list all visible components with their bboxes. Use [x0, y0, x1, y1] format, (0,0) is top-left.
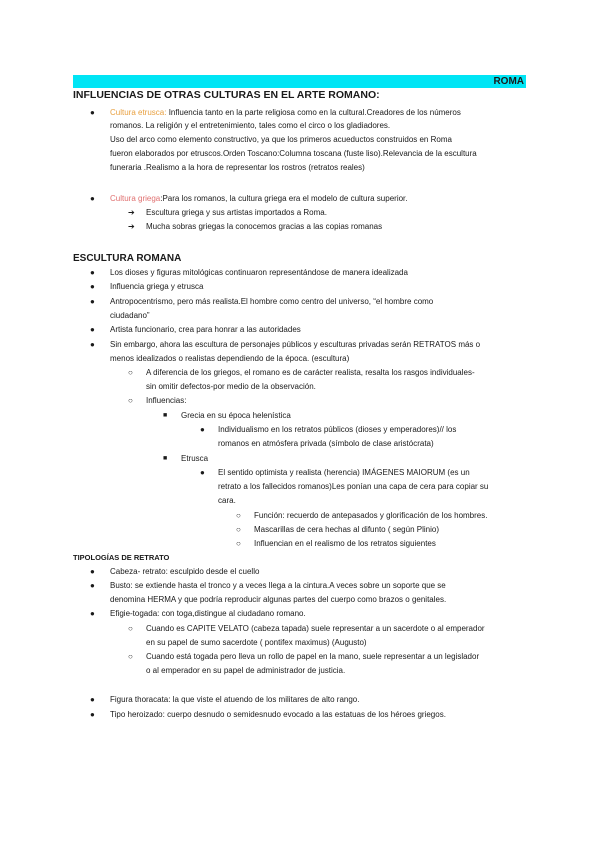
- escultura-b3a: Antropocentrismo, pero más realista.El hombre como centro del universo, “el hombre como: [110, 297, 434, 306]
- escultura-e3: Influencian en el realismo de los retratos siguientes: [254, 539, 436, 548]
- section-title-tipologias: TIPOLOGÍAS DE RETRATO: [73, 553, 170, 562]
- escultura-s2d1b: retrato a los fallecidos romanos)Les ponían una capa de cera para copiar su: [218, 482, 489, 491]
- escultura-b1: Los dioses y figuras mitológicas continuaron representándose de manera idealizada: [110, 268, 408, 277]
- circle-bullet: ○: [236, 525, 241, 534]
- escultura-s2d1a: El sentido optimista y realista (herencia) IMÁGENES MAIORUM (es un: [218, 468, 470, 477]
- escultura-b5b: menos idealizados o realistas dependiendo de la época. (escultura): [110, 354, 350, 363]
- escultura-e2: Mascarillas de cera hechas al difunto ( según Plinio): [254, 525, 439, 534]
- tipologia-t5: Tipo heroizado: cuerpo desnudo o semidesnudo evocado a las estatuas de los héroes griegos.: [110, 710, 446, 719]
- escultura-b2: Influencia griega y etrusca: [110, 282, 204, 291]
- circle-bullet: ○: [236, 511, 241, 520]
- tipologia-t2b: denomina HERMA y que podría reproducir algunas partes del cuerpo como brazos o genitales.: [110, 595, 447, 604]
- bullet: ●: [200, 468, 205, 477]
- circle-bullet: ○: [128, 396, 133, 405]
- escultura-b3b: ciudadano”: [110, 311, 150, 320]
- tipologia-t3c2a: Cuando está togada pero lleva un rollo de papel en la mano, suele representar a un legislador: [146, 652, 480, 661]
- etrusca-line3: Uso del arco como elemento constructivo, ya que los primeros acueductos construidos en Roma: [110, 135, 452, 144]
- tipologia-t3: Efigie-togada: con toga,distingue al ciudadano romano.: [110, 609, 306, 618]
- escultura-s2d1c: cara.: [218, 496, 236, 505]
- bullet: ●: [90, 581, 95, 590]
- escultura-c1b: sin omitir defectos-por medio de la observación.: [146, 382, 316, 391]
- bullet: ●: [90, 325, 95, 334]
- tipologia-t1: Cabeza- retrato: esculpido desde el cuello: [110, 567, 260, 576]
- bullet: ●: [90, 194, 95, 203]
- escultura-s1d1a: Individualismo en los retratos públicos (dioses y emperadores)// los: [218, 425, 457, 434]
- etrusca-line4: fueron elaborados por etruscos.Orden Toscano:Columna toscana (fuste liso).Relevancia de la escultura: [110, 149, 477, 158]
- etrusca-line5: funeraria .Realismo a la hora de representar los rostros (retratos reales): [110, 163, 365, 172]
- tipologia-t3c1b: en su papel de sumo sacerdote ( pontifex maximus) (Augusto): [146, 638, 367, 647]
- escultura-b4: Artista funcionario, crea para honrar a las autoridades: [110, 325, 301, 334]
- circle-bullet: ○: [236, 539, 241, 548]
- circle-bullet: ○: [128, 652, 133, 661]
- griega-label: Cultura griega: [110, 194, 161, 203]
- escultura-s1: Grecia en su época helenística: [181, 411, 291, 420]
- bullet: ●: [200, 425, 205, 434]
- escultura-e1: Función: recuerdo de antepasados y glorificación de los hombres.: [254, 511, 488, 520]
- escultura-s1d1b: romanos en atmósfera privada (símbolo de clase aristócrata): [218, 439, 434, 448]
- circle-bullet: ○: [128, 368, 133, 377]
- bullet: ●: [90, 282, 95, 291]
- escultura-s2: Etrusca: [181, 454, 209, 463]
- etrusca-line1: [110, 106, 526, 120]
- square-bullet: ■: [163, 455, 168, 462]
- section-title-escultura: ESCULTURA ROMANA: [73, 253, 182, 264]
- griega-sub1: Escultura griega y sus artistas importados a Roma.: [146, 208, 327, 217]
- etrusca-line2: romanos. La religión y el entretenimiento, tales como el circo o los gladiadores.: [110, 121, 391, 130]
- bullet: ●: [90, 340, 95, 349]
- escultura-c2: Influencias:: [146, 396, 187, 405]
- title-banner: [73, 75, 526, 88]
- griega-sub2: Mucha sobras griegas la conocemos gracias a las copias romanas: [146, 222, 383, 231]
- circle-bullet: ○: [128, 624, 133, 633]
- bullet: ●: [90, 695, 95, 704]
- bullet: ●: [90, 567, 95, 576]
- escultura-c1a: A diferencia de los griegos, el romano es de carácter realista, resalta los rasgos individuales-: [146, 368, 475, 377]
- griega-line1: [110, 192, 526, 206]
- tipologia-t3c2b: o al emperador en su papel de administrador de justicia.: [146, 666, 346, 675]
- tipologia-t2a: Busto: se extiende hasta el tronco y a veces llega a la cintura.A veces sobre un soporte que se: [110, 581, 446, 590]
- square-bullet: ■: [163, 412, 168, 419]
- tipologia-t3c1a: Cuando es CAPITE VELATO (cabeza tapada) suele representar a un sacerdote o al emperador: [146, 624, 485, 633]
- section-title-influencias: INFLUENCIAS DE OTRAS CULTURAS EN EL ARTE ROMANO:: [73, 89, 380, 101]
- bullet: ●: [90, 609, 95, 618]
- etrusca-text1: Influencia tanto en la parte religiosa como en la cultural.Creadores de los números: [168, 108, 461, 117]
- arrow-icon: ➔: [128, 222, 135, 231]
- tipologia-t4: Figura thoracata: la que viste el atuendo de los militares de alto rango.: [110, 695, 360, 704]
- bullet: ●: [90, 108, 95, 117]
- etrusca-label: Cultura etrusca:: [110, 108, 167, 117]
- bullet: ●: [90, 297, 95, 306]
- banner-title: ROMA: [493, 76, 524, 87]
- bullet: ●: [90, 710, 95, 719]
- arrow-icon: ➔: [128, 208, 135, 217]
- griega-text1: :Para los romanos, la cultura griega era el modelo de cultura superior.: [160, 194, 408, 203]
- bullet: ●: [90, 268, 95, 277]
- escultura-b5a: Sin embargo, ahora las escultura de personajes públicos y esculturas privadas serán RETRATOS más o: [110, 340, 481, 349]
